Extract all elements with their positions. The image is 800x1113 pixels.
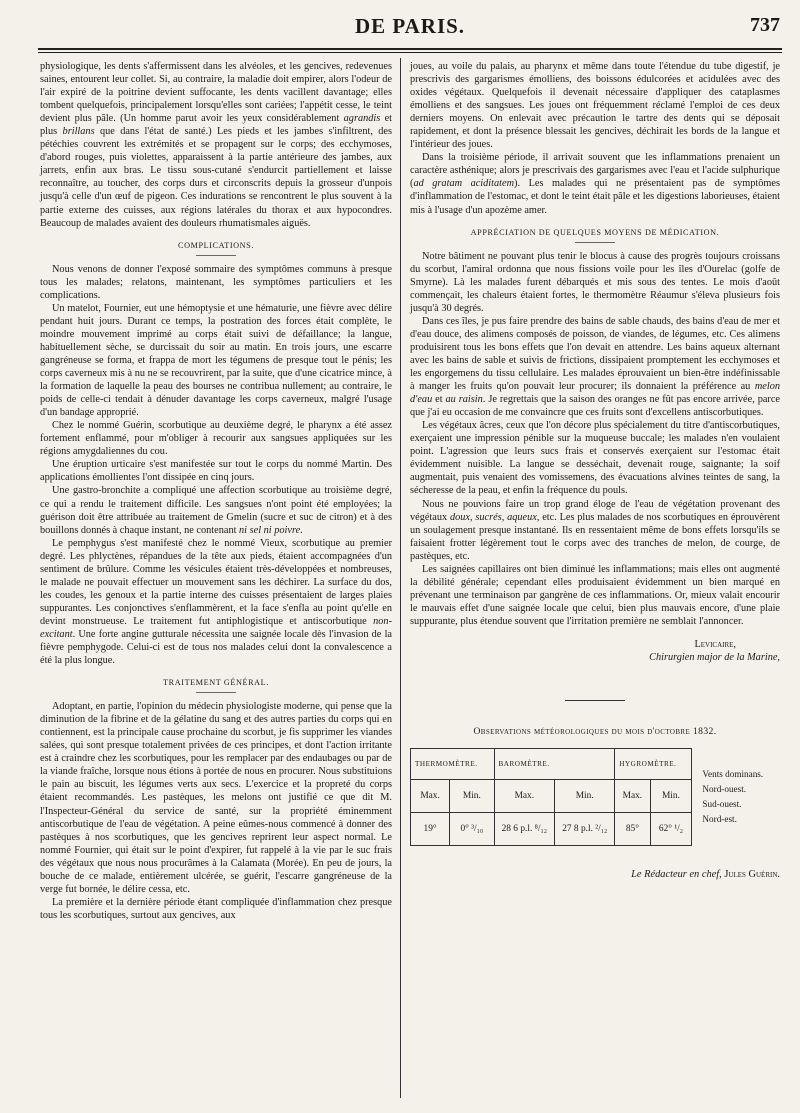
column-divider	[400, 58, 401, 1098]
left-column	[40, 60, 392, 922]
paragraph: La première et la dernière période étant compliquée d'inflammation chez presque tous les scorbutiques, surtout aux gencives, aux	[40, 896, 392, 921]
paragraph: Une gastro-bronchite a compliqué une affection scorbutique au troisième degré, ce qui a rendu le traitement difficile. Les sangsues n'ont point été employées; la guérison doit être attribuée au traitement de Gmelin (sucre et suc de citron) et à des bouillons donnés à chaque instant, ne contenant ni sel ni poivre.	[40, 485, 392, 536]
paragraph: Adoptant, en partie, l'opinion du médecin physiologiste moderne, qui pense que la diminution de la fibrine et de la gélatine du sang et des autres parties du corps qui en contiennent, est la principale cause prochaine du scorbut, je fis supprimer les viandes salées, qui sont presque totalement privées de ces principes, et dont l'action irritante est à craindre chez les scorbutiques, pour les remplacer par des endaubages ou par de la viande fraîche, lorsque nous étions à portée de nous en procurer. Nous substituions le pain au biscuit, les légumes verts aux secs. L'exercice et la propreté du corps étaient recommandés. Les pastèques, les melons ont justifié ce que dit M. l'Inspecteur-Général du service de santé, sur la propriété éminemment antiscorbutique de l'eau de végétation. A peine eûmes-nous commencé à donner des pastèques à nos scorbutiques, que les gencives reprirent leur aspect normal. Le nommé Fournier, qui était sur le point d'expirer, fut rappelé à la vie par le suc frais des végétaux que nous nous procurâmes à la Calamata (Morée). En peu de jours, la bouche de ce malade, entièrement ulcérée, se guérit, l'escarre gangréneuse de la verge fut bornée, le délire cessa, etc.	[40, 701, 392, 895]
right-column	[410, 60, 780, 881]
barometre-header: BAROMÈTRE.	[494, 749, 615, 780]
paragraph: Nous venons de donner l'exposé sommaire des symptômes communs à presque tous les malades; relatons, maintenant, les symptômes particuliers et les complications.	[40, 263, 392, 301]
separator-rule	[565, 700, 625, 701]
observations-title: Observations météorologiques du mois d'octobre 1832.	[473, 726, 717, 738]
paragraph: physiologique, les dents s'affermissent dans les alvéoles, et les gencives, redevenues saines, entourent leur collet. Si, au contraire, la maladie doit empirer, alors l'odeur de l'air expiré de la poitrine devient suffocante, les dents vacillent davantage; elles tombent quelquefois, principalement lorsqu'elles sont cariées; l'appétit cesse, le teint devient plus pâle. (Un homme parut avoir les yeux considérablement agrandis et plus brillans que dans l'état de santé.) Les pieds et les jambes s'infiltrent, des pétéchies couvrent les extrémités et se propagent sur le corps; des ecchymoses, d'abord rouges, puis violettes, apparaissent à la partie antérieure des jambes, aux jarrets, enfin aux bras. Le tissu sous-cutané s'endurcit partiellement et laisse reconnaître, au toucher, des corps durs et circonscrits depuis la grosseur d'unpois jusqu'à celle d'un œuf de pigeon. Ces indurations se rencontrent le plus souvent à la partie externe des cuisses, aux régions latérales du thorax et aux hypocondres. Beaucoup de malades avaient des douleurs rhumatismales aiguës.	[40, 61, 393, 229]
paragraph: Les végétaux âcres, ceux que l'on décore plus spécialement du titre d'antiscorbutiques, exerçaient une impression pénible sur la muqueuse buccale; les malades n'en voulaient point. L'agression que leurs sucs frais et conservés exerçaient sur l'estomac était évidemment nuisible. La langue se desséchait, devenait rouge, saignante; la soif augmentait, puis venaient des vomissemens, des évacuations alvines teintes de sang, la sécheresse de la peau, et enfin la fréquence du pouls.	[410, 420, 780, 497]
editor-label: Le Rédacteur en chef,	[631, 869, 722, 881]
hygro-min-value: 62° ¹/₂	[650, 813, 692, 846]
hygro-max-value: 85°	[615, 813, 650, 846]
paragraph: joues, au voile du palais, au pharynx et même dans toute l'étendue du tube digestif, je prescrivis des gargarismes émolliens, des boissons édulcorées et acidulées avec des oxides végétaux. Quelquefois il devenait nécessaire d'appliquer des cataplasmes émolliens et des sangsues. Les joues ont fréquemment réclamé l'emploi de ces deux derniers moyens. On enlevait avec précaution le tartre des dents qui se déposait rapidement, et dont la présence blessait les gencives, déchirait les bords de la langue et l'intérieur des joues.	[410, 61, 780, 151]
page-header	[40, 14, 780, 40]
paragraph: Le pemphygus s'est manifesté chez le nommé Vieux, scorbutique au premier degré. Les phlyctènes, répandues de la tête aux pieds, étaient accompagnées d'un sentiment de brûlure. Comme les vésicules étaient très-développées et nombreuses, le malade ne pouvait effectuer un mouvement sans les déchirer. La surface du dos, les coudes, les genoux et la partie interne des cuisses présentaient de larges plaies suppurantes. Les conjonctives s'enflammèrent, et la face s'enfla au point qu'elle en devint monstrueuse. Le traitement fut antiphlogistique et antiscorbutique non-excitant. Une forte angine gutturale nécessita une saignée locale dès l'invasion de la fièvre pemphygode. Celui-ci est de tous nos malades celui dont la convalescence a été la plus longue.	[40, 537, 392, 667]
running-title: DE PARIS.	[354, 14, 466, 38]
vents-list	[692, 749, 780, 846]
author-name: Levicaire,	[694, 638, 736, 650]
col-header-min: Min.	[555, 780, 615, 813]
paragraph: Un matelot, Fournier, eut une hémoptysie et une hématurie, une fièvre avec délire pendant huit jours. Durant ce temps, la postration des forces était complète, le moindre mouvement imprimé au corps était suivi de défaillance; la langue, habituellement sèche, se durcissait du soir au matin. En trois jours, une escarre gangréneuse se forma, et frappa de mort les tégumens de presque tout le pénis; les corps caverneux mis à nu ne se recouvrirent, par la suite, que d'une cicatrice mince, à la formation de laquelle la peau des bourses ne contribua nullement; au contraire, le poids de celle-ci tendait à dénuder davantage les corps caverneux, malgré l'usage d'un bandage approprié.	[40, 302, 392, 419]
vent-item: Nord-ouest.	[702, 784, 747, 795]
thermometre-header: THERMOMÈTRE.	[411, 749, 495, 780]
col-header-max: Max.	[615, 780, 650, 813]
paragraph: Dans la troisième période, il arrivait souvent que les inflammations prenaient un caractère asthénique; alors je prescrivais des gargarismes avec l'eau et l'acide sulphurique (ad gratam aciditatem). Les malades qui ne présentaient pas de symptômes d'inflammation de l'estomac, et dont le teint était pâle et les digestions laborieuses, étaient mis à l'usage d'un apozème amer.	[410, 152, 780, 216]
col-header-max: Max.	[411, 780, 450, 813]
editor-signature	[410, 868, 780, 881]
thermo-max-value: 19°	[411, 813, 450, 846]
hygrometre-header: HYGROMÈTRE.	[615, 749, 692, 780]
col-header-min: Min.	[650, 780, 692, 813]
page-number: 737	[750, 14, 780, 36]
col-header-min: Min.	[450, 780, 494, 813]
paragraph: Nous ne pouvions faire un trop grand éloge de l'eau de végétation provenant des végétaux doux, sucrés, aqueux, etc. Les plus malades de nos scorbutiques en éprouvèrent un soulagement presque instantané. Ils en ressentaient même de bons effets lorsqu'ils se faisaient frotter légèrement tout le corps avec des tranches de melon, de courge, de pastèques, etc.	[410, 498, 781, 562]
vent-item: Nord-est.	[702, 814, 737, 825]
editor-name: Jules Guérin.	[724, 869, 780, 881]
paragraph: Dans ces îles, je pus faire prendre des bains de sable chauds, des bains d'eau de mer et d'eau douce, des alimens composés de poisson, de viandes, de légumes, etc. Ces alimens produisirent tous les bons effets que l'on devait en attendre. Les bains aqueux alternant avec les bains de sable et suivis de frictions, dissipaient promptement les ecchymoses et les engorgemens du tissu cellulaire. Les malades éprouvaient un bien-être indéfinissable à manger les fruits qu'on pouvait leur procurer; ils donnaient la préférence au melon d'eau et au raisin. Je regrettais que la saison des oranges ne fût pas encore arrivée, parce que j'ai eu occasion de me convaincre que ces fruits sont d'excellens antiscorbutiques.	[410, 315, 780, 419]
col-header-max: Max.	[494, 780, 555, 813]
vent-item: Sud-ouest.	[702, 799, 742, 810]
paragraph: Chez le nommé Guérin, scorbutique au deuxième degré, le pharynx a été assez fortement enflammé, pour m'obliger à recourir aux sangsues appliquées sur les régions amygdaliennes du cou.	[40, 420, 392, 458]
baro-min-value: 27 8 p.l. ²/₁₂	[555, 813, 615, 846]
section-heading-appreciation: APPRÉCIATION DE QUELQUES MOYENS DE MÉDICATION.	[410, 226, 780, 243]
header-rule-thin	[38, 52, 782, 53]
section-heading-traitement: TRAITEMENT GÉNÉRAL.	[40, 676, 392, 693]
baro-max-value: 28 6 p.l. ⁸/₁₂	[494, 813, 555, 846]
header-rule	[38, 48, 782, 50]
paragraph: Une éruption urticaire s'est manifestée sur tout le corps du nommé Martin. Des applications émollientes l'ont dissipée en cinq jours.	[40, 459, 392, 484]
author-signature	[410, 638, 780, 664]
paragraph: Les saignées capillaires ont bien diminué les inflammations; mais elles ont augmenté la débilité générale; cependant elles produisaient évidemment un bien marqué en prévenant une terminaison par gangrène de ces inflammations. Or, mieux valait encourir le mauvais effet d'une saignée locale que celui, bien plus mauvais encore, d'une plaie suppurante, plus étendue souvent que l'irritation première ne semblait l'annoncer.	[410, 563, 780, 627]
section-heading-complications: COMPLICATIONS.	[40, 239, 392, 256]
meteo-table	[410, 748, 780, 846]
paragraph: Notre bâtiment ne pouvant plus tenir le blocus à cause des progrès toujours croissans du scorbut, l'amiral ordonna que nous fissions voile pour les îles d'Ourelac (golfe de Smyrne). Là les malades furent débarqués et mis sous des tentes. Le mois d'août commençait, les chaleurs étaient fortes, le thermomètre Réaumur s'éleva plusieurs fois jusqu'à 30 degrés.	[410, 250, 780, 314]
vents-label: Vents dominans.	[702, 769, 764, 780]
thermo-min-value: 0° ³/₁₀	[450, 813, 494, 846]
author-role: Chirurgien major de la Marine,	[649, 652, 780, 664]
